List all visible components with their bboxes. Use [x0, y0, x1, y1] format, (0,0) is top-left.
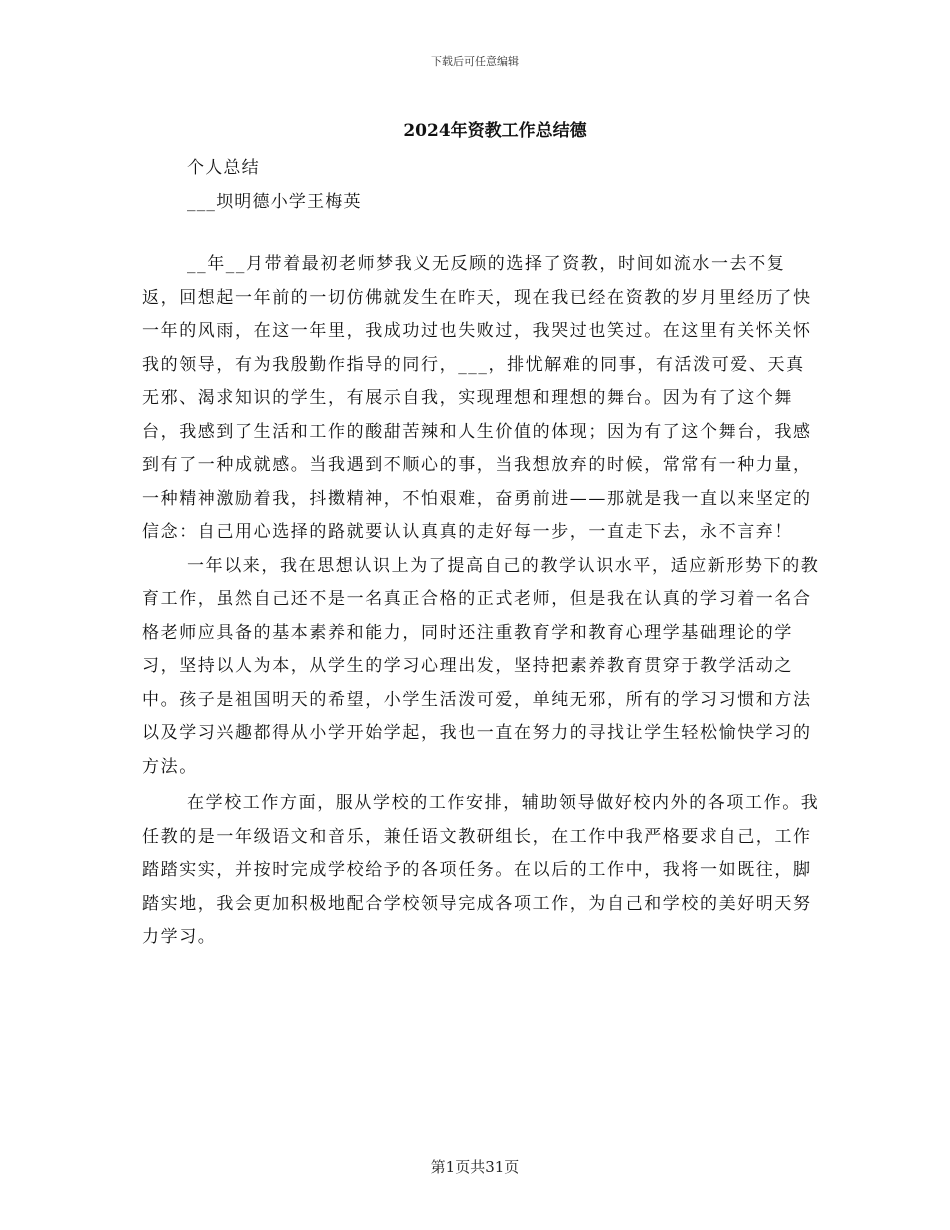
- page-footer: 第1页共31页: [430, 1158, 520, 1176]
- paragraph-1: __年__月带着最初老师梦我义无反顾的选择了资教，时间如流水一去不复返，回想起一年前的一切仿佛就发生在昨天，现在我已经在资教的岁月里经历了快一年的风雨，在这一年里，我成功过也失败过，我哭过也笑过。在这里有关怀关怀我的领导，有为我殷勤作指导的同行，___，排忧解难的同事，有活泼可爱、天真无邪、渴求知识的学生，有展示自我，实现理想和理想的舞台。因为有了这个舞台，我感到了生活和工作的酸甜苦辣和人生价值的体现；因为有了这个舞台，我感到有了一种成就感。当我遇到不顺心的事，当我想放弃的时候，常常有一种力量，一种精神激励着我，抖擞精神，不怕艰难，奋勇前进——那就是我一直以来坚定的信念：自己用心选择的路就要认认真真的走好每一步，一直走下去，永不言弃！: [142, 254, 812, 542]
- document-subtitle: 个人总结: [187, 158, 260, 178]
- document-body: [142, 248, 822, 955]
- paragraph-2: 一年以来，我在思想认识上为了提高自己的教学认识水平，适应新形势下的教育工作，虽然自己还不是一名真正合格的正式老师，但是我在认真的学习着一名合格老师应具备的基本素养和能力，同时还注重教育学和教育心理学基础理论的学习，坚持以人为本，从学生的学习心理出发，坚持把素养教育贯穿于教学活动之中。孩子是祖国明天的希望，小学生活泼可爱，单纯无邪，所有的学习习惯和方法以及学习兴趣都得从小学开始学起，我也一直在努力的寻找让学生轻松愉快学习的方法。: [142, 555, 820, 777]
- header-note: 下载后可任意编辑: [431, 55, 519, 68]
- document-title: 2024年资教工作总结德: [403, 121, 587, 141]
- paragraph-3: 在学校工作方面，服从学校的工作安排，辅助领导做好校内外的各项工作。我任教的是一年级语文和音乐，兼任语文教研组长，在工作中我严格要求自己，工作踏踏实实，并按时完成学校给予的各项任务。在以后的工作中，我将一如既往，脚踏实地，我会更加积极地配合学校领导完成各项工作，为自己和学校的美好明天努力学习。: [142, 793, 820, 947]
- author-line: ___坝明德小学王梅英: [187, 192, 362, 212]
